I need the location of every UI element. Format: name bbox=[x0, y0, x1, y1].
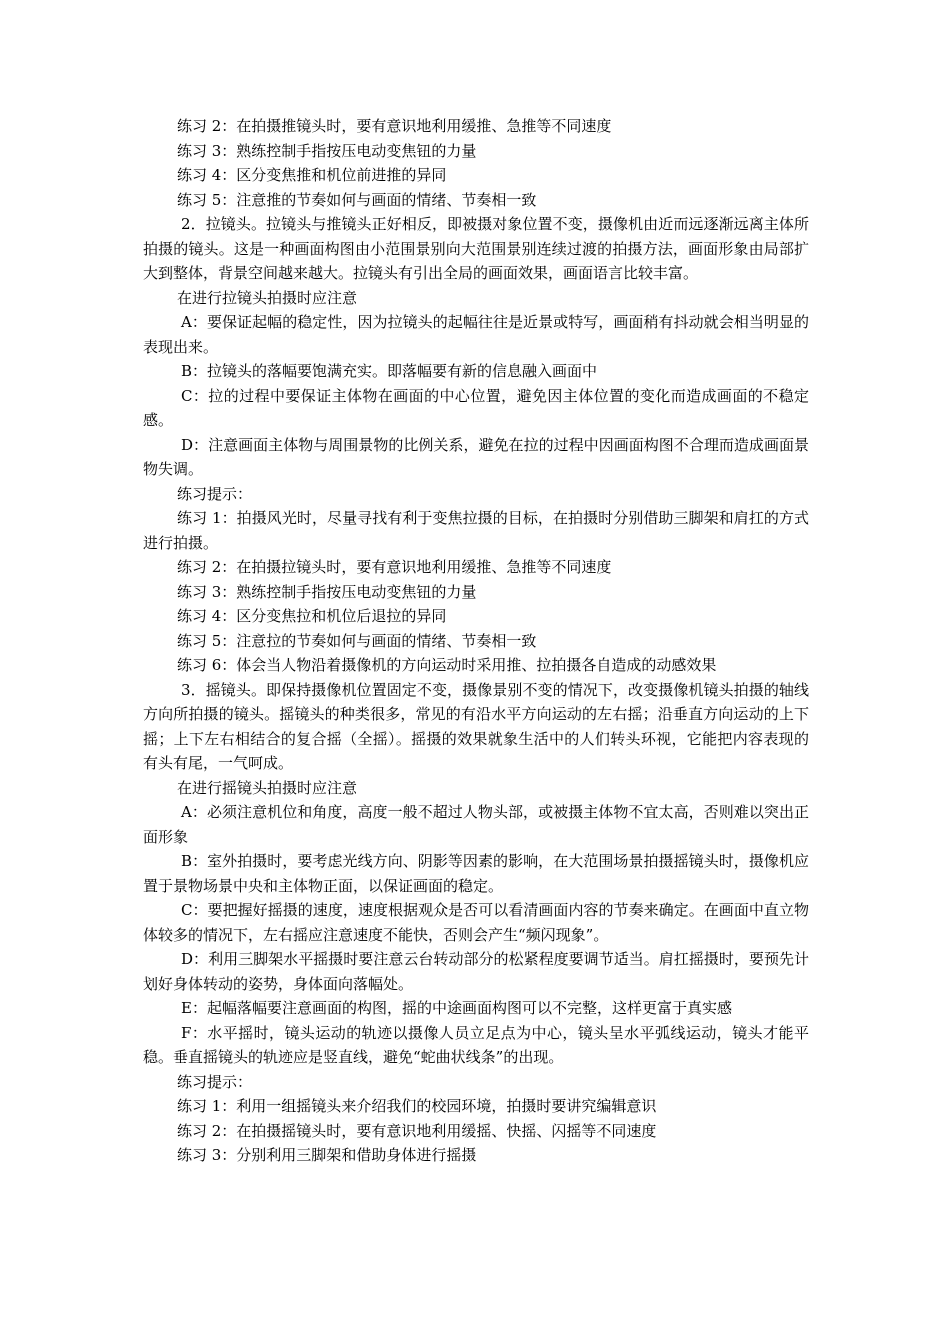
paragraph: B：室外拍摄时，要考虑光线方向、阴影等因素的影响，在大范围场景拍摄摇镜头时，摄像机应置于景物场景中央和主体物正面，以保证画面的稳定。 bbox=[143, 852, 809, 895]
paragraph: D：注意画面主体物与周围景物的比例关系，避免在拉的过程中因画面构图不合理而造成画面景物失调。 bbox=[143, 435, 809, 478]
paragraph: C：要把握好摇摄的速度，速度根据观众是否可以看清画面内容的节奏来确定。在画面中直立物体较多的情况下，左右摇应注意速度不能快，否则会产生“频闪现象”。 bbox=[143, 901, 809, 944]
paragraph: 在进行拉镜头拍摄时应注意 bbox=[177, 288, 358, 307]
paragraph: 练习 5：注意推的节奏如何与画面的情绪、节奏相一致 bbox=[177, 190, 537, 209]
paragraph: E：起幅落幅要注意画面的构图，摇的中途画面构图可以不完整，这样更富于真实感 bbox=[181, 999, 732, 1017]
paragraph: 练习 4：区分变焦推和机位前进推的异同 bbox=[177, 166, 447, 184]
paragraph: A：要保证起幅的稳定性，因为拉镜头的起幅往往是近景或特写，画面稍有抖动就会相当明显的表现出来。 bbox=[143, 313, 809, 356]
paragraph: D：利用三脚架水平摇摄时要注意云台转动部分的松紧程度要调节适当。肩扛摇摄时，要预先计划好身体转动的姿势，身体面向落幅处。 bbox=[143, 950, 809, 993]
paragraph: 练习提示： bbox=[177, 484, 253, 503]
paragraph: 练习 3：熟练控制手指按压电动变焦钮的力量 bbox=[177, 582, 477, 601]
paragraph: 练习 6：体会当人物沿着摄像机的方向运动时采用推、拉拍摄各自造成的动感效果 bbox=[177, 656, 717, 674]
paragraph: 练习 4：区分变焦拉和机位后退拉的异同 bbox=[177, 607, 447, 625]
paragraph: F：水平摇时，镜头运动的轨迹以摄像人员立足点为中心，镜头呈水平弧线运动，镜头才能平稳。垂直摇镜头的轨迹应是竖直线，避免“蛇曲状线条”的出现。 bbox=[143, 1023, 809, 1066]
document-body bbox=[143, 114, 809, 1168]
paragraph: 在进行摇镜头拍摄时应注意 bbox=[177, 778, 358, 797]
paragraph: C：拉的过程中要保证主体物在画面的中心位置，避免因主体位置的变化而造成画面的不稳定感。 bbox=[143, 386, 809, 429]
paragraph: A：必须注意机位和角度，高度一般不超过人物头部，或被摄主体物不宜太高，否则难以突出正面形象 bbox=[143, 803, 809, 846]
paragraph: 练习 5：注意拉的节奏如何与画面的情绪、节奏相一致 bbox=[177, 631, 537, 650]
paragraph: 2．拉镜头。拉镜头与推镜头正好相反，即被摄对象位置不变，摄像机由近而远逐渐远离主体所拍摄的镜头。这是一种画面构图由小范围景别向大范围景别连续过渡的拍摄方法，画面形象由局部扩大到整体，背景空间越来越大。拉镜头有引出全局的画面效果，画面语言比较丰富。 bbox=[143, 215, 809, 282]
paragraph: 练习 2：在拍摄拉镜头时，要有意识地利用缓推、急推等不同速度 bbox=[177, 558, 612, 576]
paragraph: 练习 3：分别利用三脚架和借助身体进行摇摄 bbox=[177, 1146, 477, 1164]
paragraph: B：拉镜头的落幅要饱满充实。即落幅要有新的信息融入画面中 bbox=[181, 362, 598, 380]
paragraph: 练习 2：在拍摄推镜头时，要有意识地利用缓推、急推等不同速度 bbox=[177, 117, 612, 135]
paragraph: 练习 1：利用一组摇镜头来介绍我们的校园环境，拍摄时要讲究编辑意识 bbox=[177, 1097, 657, 1115]
paragraph: 练习 2：在拍摄摇镜头时，要有意识地利用缓摇、快摇、闪摇等不同速度 bbox=[177, 1121, 657, 1140]
paragraph: 练习提示： bbox=[177, 1072, 253, 1091]
paragraph: 3．摇镜头。即保持摄像机位置固定不变，摄像景别不变的情况下，改变摄像机镜头拍摄的轴线方向所拍摄的镜头。摇镜头的种类很多，常见的有沿水平方向运动的左右摇；沿垂直方向运动的上下摇；上下左右相结合的复合摇（全摇）。摇摄的效果就象生活中的人们转头环视，它能把内容表现的有头有尾，一气呵成。 bbox=[143, 680, 809, 772]
paragraph: 练习 1：拍摄风光时，尽量寻找有利于变焦拉摄的目标，在拍摄时分别借助三脚架和肩扛的方式进行拍摄。 bbox=[143, 509, 809, 552]
paragraph: 练习 3：熟练控制手指按压电动变焦钮的力量 bbox=[177, 141, 477, 160]
